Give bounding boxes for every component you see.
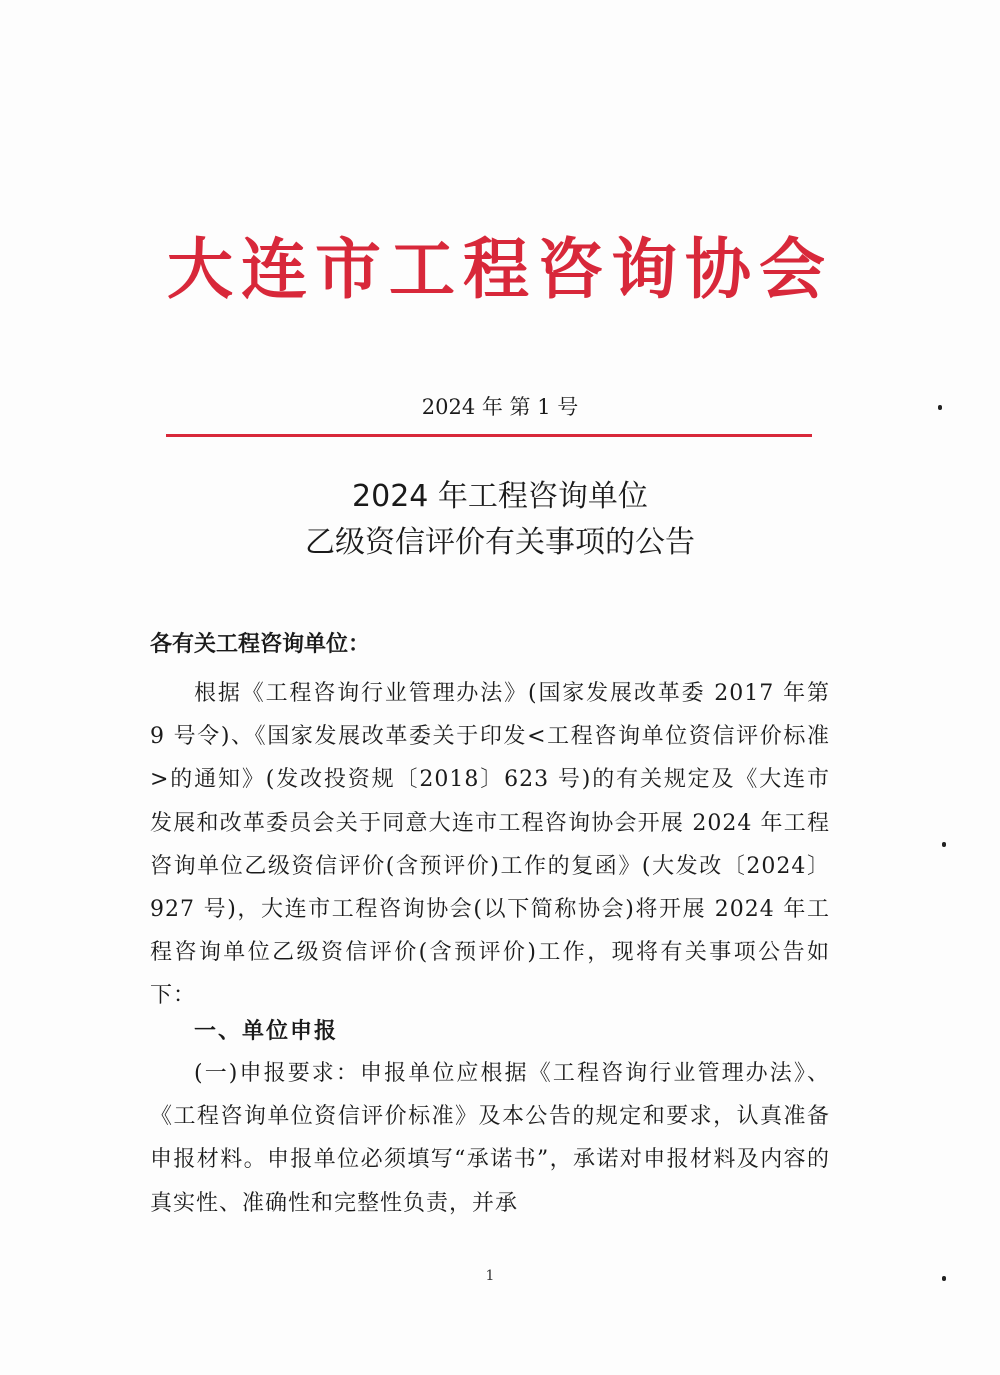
section-heading-unit-application: 一、单位申报 — [194, 1019, 339, 1044]
paragraph-application-requirements: (一)申报要求：申报单位应根据《工程咨询行业管理办法》、《工程咨询单位资信评价标准》及本公告的规定和要求，认真准备申报材料。申报单位必须填写“承诺书”，承诺对申报材料及内容的真实性、准确性和完整性负责，并承 — [150, 1061, 830, 1216]
paragraph-intro: 根据《工程咨询行业管理办法》(国家发展改革委 2017 年第 9 号令)、《国家发展改革委关于印发<工程咨询单位资信评价标准>的通知》(发改投资规〔2018〕623 号)的有关规定及《大连市发展和改革委员会关于同意大连市工程咨询协会开展 2024 年工程咨询单位乙级资信评价(含预评价)工作的复函》(大发改〔2024〕927 号)，大连市工程咨询协会(以下简称协会)将开展 2024 年工程咨询单位乙级资信评价(含预评价)工作，现将有关事项公告如下： — [150, 681, 830, 1009]
salutation: 各有关工程咨询单位： — [150, 632, 371, 657]
scan-speck — [938, 405, 942, 410]
organization-letterhead: 大连市工程咨询协会 — [167, 231, 833, 308]
scan-speck — [942, 1276, 946, 1281]
header-divider — [166, 434, 812, 437]
scan-speck — [942, 842, 946, 847]
notice-title — [150, 474, 850, 566]
document-number: 2024 年 第 1 号 — [421, 395, 579, 419]
notice-title-line-1: 2024 年工程咨询单位 — [352, 479, 648, 514]
page-number: 1 — [485, 1268, 495, 1284]
notice-title-line-2: 乙级资信评价有关事项的公告 — [305, 525, 695, 560]
